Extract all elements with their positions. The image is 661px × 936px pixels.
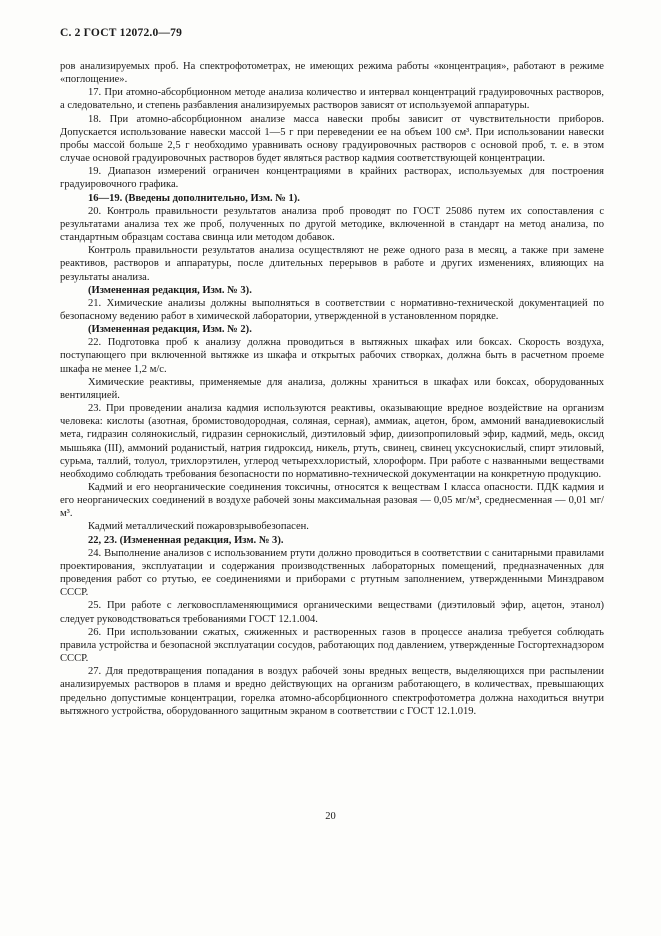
paragraph: 21. Химические анализы должны выполняться в соответствии с нормативно-технической документацией по безопасному ведению работ в химической лаборатории, утвержденной в установленном порядке.: [60, 297, 604, 322]
paragraph: 22. Подготовка проб к анализу должна проводиться в вытяжных шкафах или боксах. Скорость воздуха, поступающего при включенной вытяжке из шкафа и открытых рабочих створках, должна быть в расчетном проеме шкафа не менее 1,2 м/с.: [60, 337, 604, 375]
paragraph: 17. При атомно-абсорбционном методе анализа количество и интервал концентраций градуировочных растворов, а следовательно, и степень разбавления анализируемых растворов зависят от используемой аппаратуры.: [60, 87, 604, 112]
paragraph: 24. Выполнение анализов с использованием ртути должно проводиться в соответствии с санитарными правилами проектирования, эксплуатации и содержания производственных лабораторных помещений, предназначенных для проведения работ со ртутью, ее соединениями и приборами с ртутным заполнением, утвержденными Минздравом СССР.: [60, 547, 604, 599]
paragraph: 26. При использовании сжатых, сжиженных и растворенных газов в процессе анализа требуется соблюдать правила устройства и безопасной эксплуатации сосудов, работающих под давлением, утвержденные Госгортехнадзором СССР.: [60, 626, 604, 665]
page-header: С. 2 ГОСТ 12072.0—79: [60, 27, 183, 39]
paragraph: ров анализируемых проб. На спектрофотометрах, не имеющих режима работы «концентрация», работают в режиме «поглощение».: [60, 61, 604, 86]
page-number: 20: [325, 811, 336, 822]
paragraph-amendment: (Измененная редакция, Изм. № 3).: [88, 284, 252, 296]
body-text: [60, 60, 604, 718]
paragraph: Кадмий и его неорганические соединения токсичны, относятся к веществам I класса опасности. ПДК кадмия и его неорганических соединений в воздухе рабочей зоны максимальная разовая — 0,05 мг/м³, среднесменная — 0,01 мг/м³.: [60, 482, 604, 520]
paragraph: Химические реактивы, применяемые для анализа, должны храниться в шкафах или боксах, оборудованных вентиляцией.: [60, 376, 604, 401]
paragraph: 27. Для предотвращения попадания в воздух рабочей зоны вредных веществ, выделяющихся при распылении анализируемых растворов в пламя и вредно действующих на организм работающего, в количествах, превышающих предельно допустимые концентрации, горелка атомно-абсорбционного спектрофотометра должна находиться внутри вытяжного устройства, оборудованного защитным экраном в соответствии с ГОСТ 12.1.019.: [60, 666, 604, 717]
paragraph: Кадмий металлический пожаровзрывобезопасен.: [88, 521, 309, 533]
paragraph: Контроль правильности результатов анализа осуществляют не реже одного раза в месяц, а также при замене реактивов, растворов и аппаратуры, после длительных перерывов в работе и других изменениях, влияющих на результаты анализа.: [60, 245, 604, 283]
paragraph: 20. Контроль правильности результатов анализа проб проводят по ГОСТ 25086 путем их сопоставления с результатами анализа тех же проб, полученных по другой методике, включенной в стандарт на метод анализа, по стандартным образцам состава свинца или методом добавок.: [60, 205, 604, 244]
paragraph-amendment: 22, 23. (Измененная редакция, Изм. № 3).: [88, 534, 284, 546]
paragraph-amendment: 16—19. (Введены дополнительно, Изм. № 1).: [88, 192, 300, 204]
paragraph: 19. Диапазон измерений ограничен концентрациями в крайних растворах, используемых для построения градуировочного графика.: [60, 166, 604, 191]
paragraph: 23. При проведении анализа кадмия используются реактивы, оказывающие вредное воздействие на организм человека: кислоты (азотная, бромистоводородная, соляная, серная), аммиак, ацетон, бром, аммоний ванадиевокислый мета, гидразин солянокислый, гидразин сернокислый, диэтиловый эфир, диизопропиловый эфир, кадмий, медь, оксид мышьяка (III), аммоний роданистый, натрия гидроксид, никель, ртуть, свинец, свинец уксуснокислый, спирт этиловый, сурьма, таллий, толуол, трихлорэтилен, углерод четыреххлористый, хлороформ. При работе с названными веществами необходимо соблюдать требования безопасности по нормативно-технической документации на конкретную продукцию.: [60, 403, 604, 480]
paragraph-amendment: (Измененная редакция, Изм. № 2).: [88, 324, 252, 336]
paragraph: 25. При работе с легковоспламеняющимися органическими веществами (диэтиловый эфир, ацетон, этанол) следует руководствоваться требованиями ГОСТ 12.1.004.: [60, 600, 604, 625]
paragraph: 18. При атомно-абсорбционном анализе масса навески пробы зависит от чувствительности приборов. Допускается использование навески массой 1—5 г при переведении ее на объем 100 см³. При использовании навески пробы массой больше 2,5 г необходимо уравнивать основу градуировочных растворов с основой проб, т. е. в этом случае основой градуировочных растворов будет являться раствор кадмия соответствующей концентрации.: [60, 113, 604, 165]
